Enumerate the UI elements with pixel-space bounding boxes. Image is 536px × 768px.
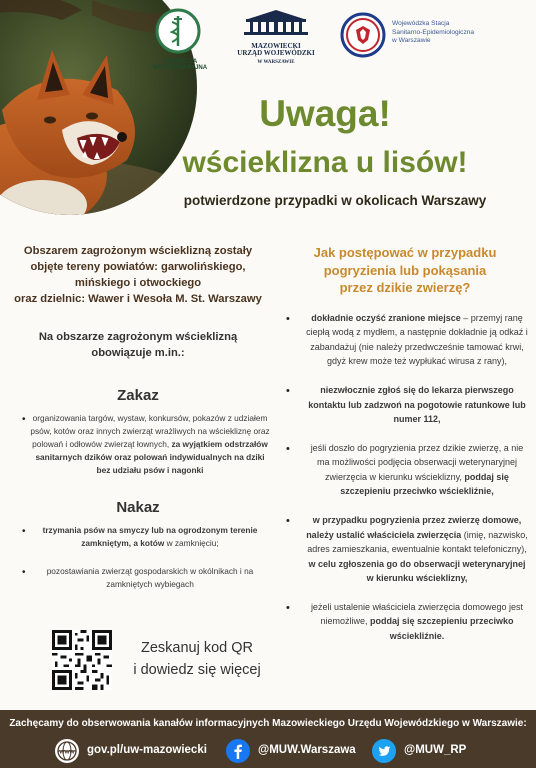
sanepid-label: Wojewódzka Stacja Sanitarno-Epidemiologiczna w Warszawie [392, 20, 475, 45]
zakaz-list [6, 412, 270, 476]
zakaz-header: Zakaz [117, 387, 159, 405]
header-section [0, 0, 536, 230]
step-5: • jeżeli ustalenie właściciela zwierzęcia domowego jest niemożliwe, poddaj się szczepieniu przeciwko wściekliźnie. [280, 600, 530, 644]
nakaz-header: Nakaz [116, 498, 160, 516]
urzad-wojewodzki-building-logo [226, 8, 326, 65]
nakaz-item-1: • trzymania psów na smyczy lub na ogrodzonym terenie zamkniętym, a kotów w zamknięciu; [6, 524, 270, 550]
www-globe-icon [55, 739, 79, 763]
left-column [6, 244, 270, 591]
inspekcja-label: INSPEKCJA WETERYNARYJNA [152, 59, 208, 72]
twitter-link[interactable]: @MUW_RP [372, 739, 492, 763]
facebook-link[interactable]: @MUW.Warszawa [226, 739, 366, 763]
right-column [280, 244, 530, 658]
partner-logos [140, 8, 536, 80]
urzad-line1: MAZOWIECKI [251, 42, 301, 50]
question-heading: Jak postępować w przypadku pogryzienia lub pokąsania przez dzikie zwierzę? [313, 245, 497, 296]
urzad-line3: W WARSZAWIE [257, 59, 295, 65]
step-4: • w przypadku pogryzienia przez zwierzę domowe, należy ustalić właściciela zwierzęcia (imię, nazwisko, adres zamieszkania, ewentualnie kontakt telefoniczny), w celu zgłoszenia go do obserwacji weterynaryjnej w kierunku wścieklizny, [280, 513, 530, 586]
obowiazuje-heading: Na obszarze zagrożonym wścieklizną obowiązuje m.in.: [38, 330, 238, 359]
footer [0, 710, 536, 768]
inspekcja-weterynaryjna-logo [140, 8, 220, 72]
subtitle: potwierdzone przypadki w okolicach Warszawy [183, 193, 487, 208]
website-link[interactable]: www gov.pl/uw-mazowiecki [55, 739, 225, 763]
nakaz-list [6, 524, 270, 591]
step-3: • jeśli doszło do pogryzienia przez dzikie zwierzę, a nie ma możliwości podjęcia obserwacji weterynaryjnej zwierzęcia w kierunku wścieklizny, poddaj się szczepieniu przeciwko wściekliźnie, [280, 441, 530, 499]
nakaz-item-2: • pozostawiania zwierząt gospodarskich w okólnikach i na zamkniętych wybiegach [6, 565, 270, 591]
step-2: • niezwłocznie zgłoś się do lekarza pierwszego kontaktu lub zadzwoń na pogotowie ratunkowe lub numer 112, [280, 383, 530, 427]
facebook-icon [226, 739, 250, 763]
qr-code[interactable] [52, 630, 112, 690]
urzad-line2: URZĄD WOJEWÓDZKI [237, 49, 315, 58]
steps-list [280, 311, 530, 644]
title-wscieklizna: wścieklizna u lisów! [182, 146, 468, 179]
area-intro: Obszarem zagrożonym wścieklizną zostały objęte tereny powiatów: garwolińskiego, mińskiego i otwockiego oraz dzielnic: Wawer i Wesoła M. St. Warszawy [14, 245, 262, 305]
footer-text: Zachęcamy do obserwowania kanałów informacyjnych Mazowieckiego Urzędu Wojewódzkiego w Warszawie: [9, 718, 527, 729]
twitter-bird-icon [372, 739, 396, 763]
step-1: • dokładnie oczyść zranione miejsce – przemyj ranę ciepłą wodą z mydłem, a następnie dokładnie ją odkaź i zabandażuj (nie należy przedwcześnie tamować krwi, gdyż krew może też wypłukać wirusa z rany), [280, 311, 530, 369]
zakaz-item: • organizowania targów, wystaw, konkursów, pokazów z udziałem psów, kotów oraz innych zwierząt wrażliwych na wściekliznę oraz polowań i odłowów zwierząt łownych, za wyjątkiem odstrzałów sanitarnych dzików oraz polowań indywidualnych na dziki bez udziału psów i nagonki [6, 412, 270, 476]
svg-text:www: www [59, 748, 75, 756]
qr-caption: Zeskanuj kod QR i dowiedz się więcej [133, 640, 261, 678]
title-uwaga: Uwaga! [259, 93, 391, 134]
